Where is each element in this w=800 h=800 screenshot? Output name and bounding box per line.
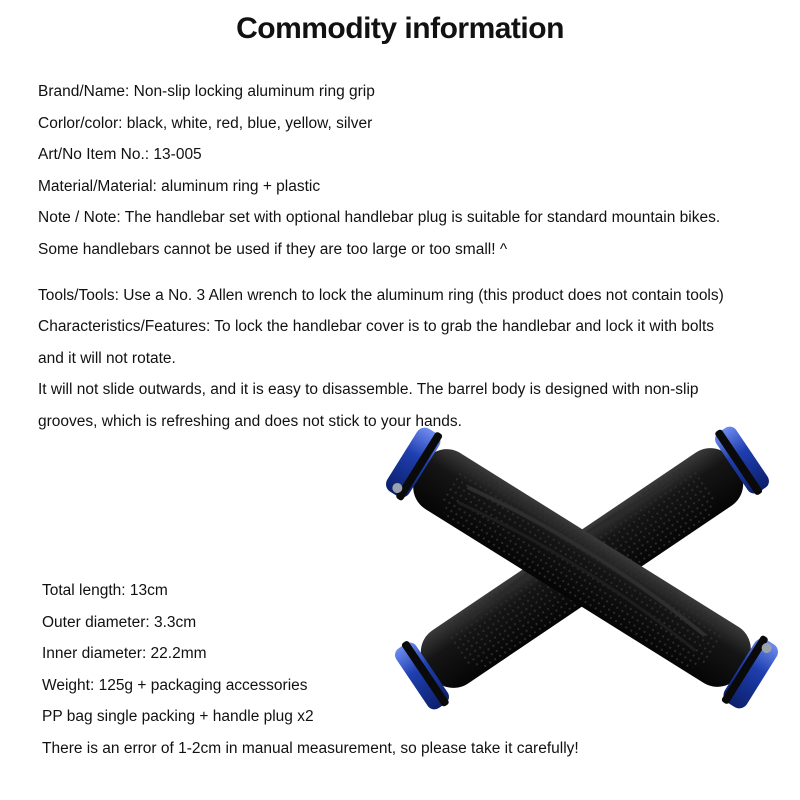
spec-gap — [38, 266, 788, 280]
measure-packing: PP bag single packing + handle plug x2 — [42, 708, 314, 726]
measure-total-length: Total length: 13cm — [42, 582, 168, 599]
spec-material: Material/Material: aluminum ring + plastic — [38, 177, 321, 195]
spec-features-line-1: Characteristics/Features: To lock the handlebar cover is to grab the handlebar and lock it with bolts — [38, 318, 715, 336]
measure-inner-diameter: Inner diameter: 22.2mm — [42, 645, 207, 663]
spec-brand: Brand/Name: Non-slip locking aluminum ring grip — [38, 83, 375, 100]
spec-color: Corlor/color: black, white, red, blue, yellow, silver — [38, 114, 373, 132]
spec-tools: Tools/Tools: Use a No. 3 Allen wrench to lock the aluminum ring (this product does not contain tools) — [38, 286, 724, 304]
measure-outer-diameter: Outer diameter: 3.3cm — [42, 613, 197, 631]
spec-item-no: Art/No Item No.: 13-005 — [38, 146, 202, 164]
spec-features-line-3: It will not slide outwards, and it is easy to disassemble. The barrel body is designed with non-slip — [38, 381, 699, 399]
spec-list — [38, 76, 788, 438]
measurement-notice: There is an error of 1-2cm in manual measurement, so please take it carefully! — [42, 740, 579, 757]
spec-note-line-2: Some handlebars cannot be used if they are too large or too small! ^ — [38, 240, 508, 258]
spec-features-line-2: and it will not rotate. — [38, 349, 176, 367]
page-title: Commodity information — [236, 12, 564, 45]
spec-features-line-4: grooves, which is refreshing and does not stick to your hands. — [38, 412, 462, 430]
measurement-list — [42, 575, 742, 733]
measure-weight: Weight: 125g + packaging accessories — [42, 676, 308, 694]
spec-note-line-1: Note / Note: The handlebar set with optional handlebar plug is suitable for standard mountain bikes. — [38, 209, 721, 227]
